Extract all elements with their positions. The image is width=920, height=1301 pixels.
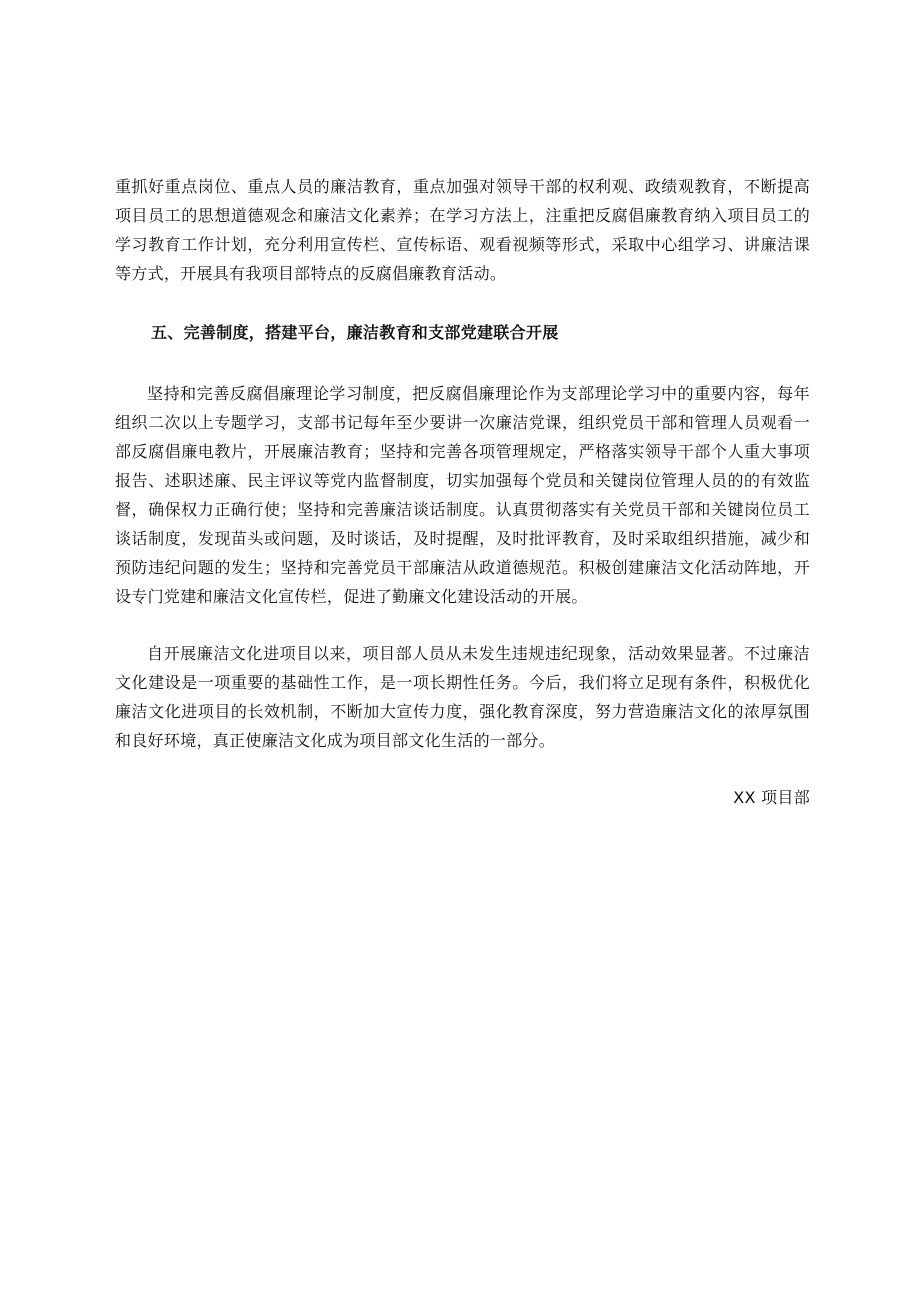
paragraph-spacer: [115, 755, 810, 783]
paragraph-conclusion: 自开展廉洁文化进项目以来，项目部人员从未发生违规违纪现象，活动效果显著。不过廉洁文化建设是一项重要的基础性工作，是一项长期性任务。今后，我们将立足现有条件，积极优化廉洁文化进项目的长效机制，不断加大宣传力度，强化教育深度，努力营造廉洁文化的浓厚氛围和良好环境，真正使廉洁文化成为项目部文化生活的一部分。: [115, 644, 810, 750]
paragraph-continuation: 重抓好重点岗位、重点人员的廉洁教育，重点加强对领导干部的权利观、政绩观教育，不断提高项目员工的思想道德观念和廉洁文化素养；在学习方法上，注重把反腐倡廉教育纳入项目员工的学习教育工作计划，充分利用宣传栏、宣传标语、观看视频等形式，采取中心组学习、讲廉洁课等方式，开展具有我项目部特点的反腐倡廉教育活动。: [115, 177, 810, 283]
paragraph-spacer: [115, 347, 810, 379]
paragraph-spacer: [115, 288, 810, 318]
section-heading: 五、完善制度，搭建平台，廉洁教育和支部党建联合开展: [151, 323, 559, 342]
document-body: [115, 172, 810, 812]
paragraph-system: 坚持和完善反腐倡廉理论学习制度，把反腐倡廉理论作为支部理论学习中的重要内容，每年组织二次以上专题学习，支部书记每年至少要讲一次廉洁党课，组织党员干部和管理人员观看一部反腐倡廉电教片，开展廉洁教育；坚持和完善各项管理规定，严格落实领导干部个人重大事项报告、述职述廉、民主评议等党内监督制度，切实加强每个党员和关键岗位管理人员的的有效监督，确保权力正确行使；坚持和完善廉洁谈话制度。认真贯彻落实有关党员干部和关键岗位员工谈话制度，发现苗头或问题，及时谈话，及时提醒，及时批评教育，及时采取组织措施，减少和预防违纪问题的发生；坚持和完善党员干部廉洁从政道德规范。积极创建廉洁文化活动阵地，开设专门党建和廉洁文化宣传栏，促进了勤廉文化建设活动的开展。: [115, 384, 810, 606]
paragraph-spacer: [115, 611, 810, 639]
signature: XX 项目部: [733, 788, 810, 807]
